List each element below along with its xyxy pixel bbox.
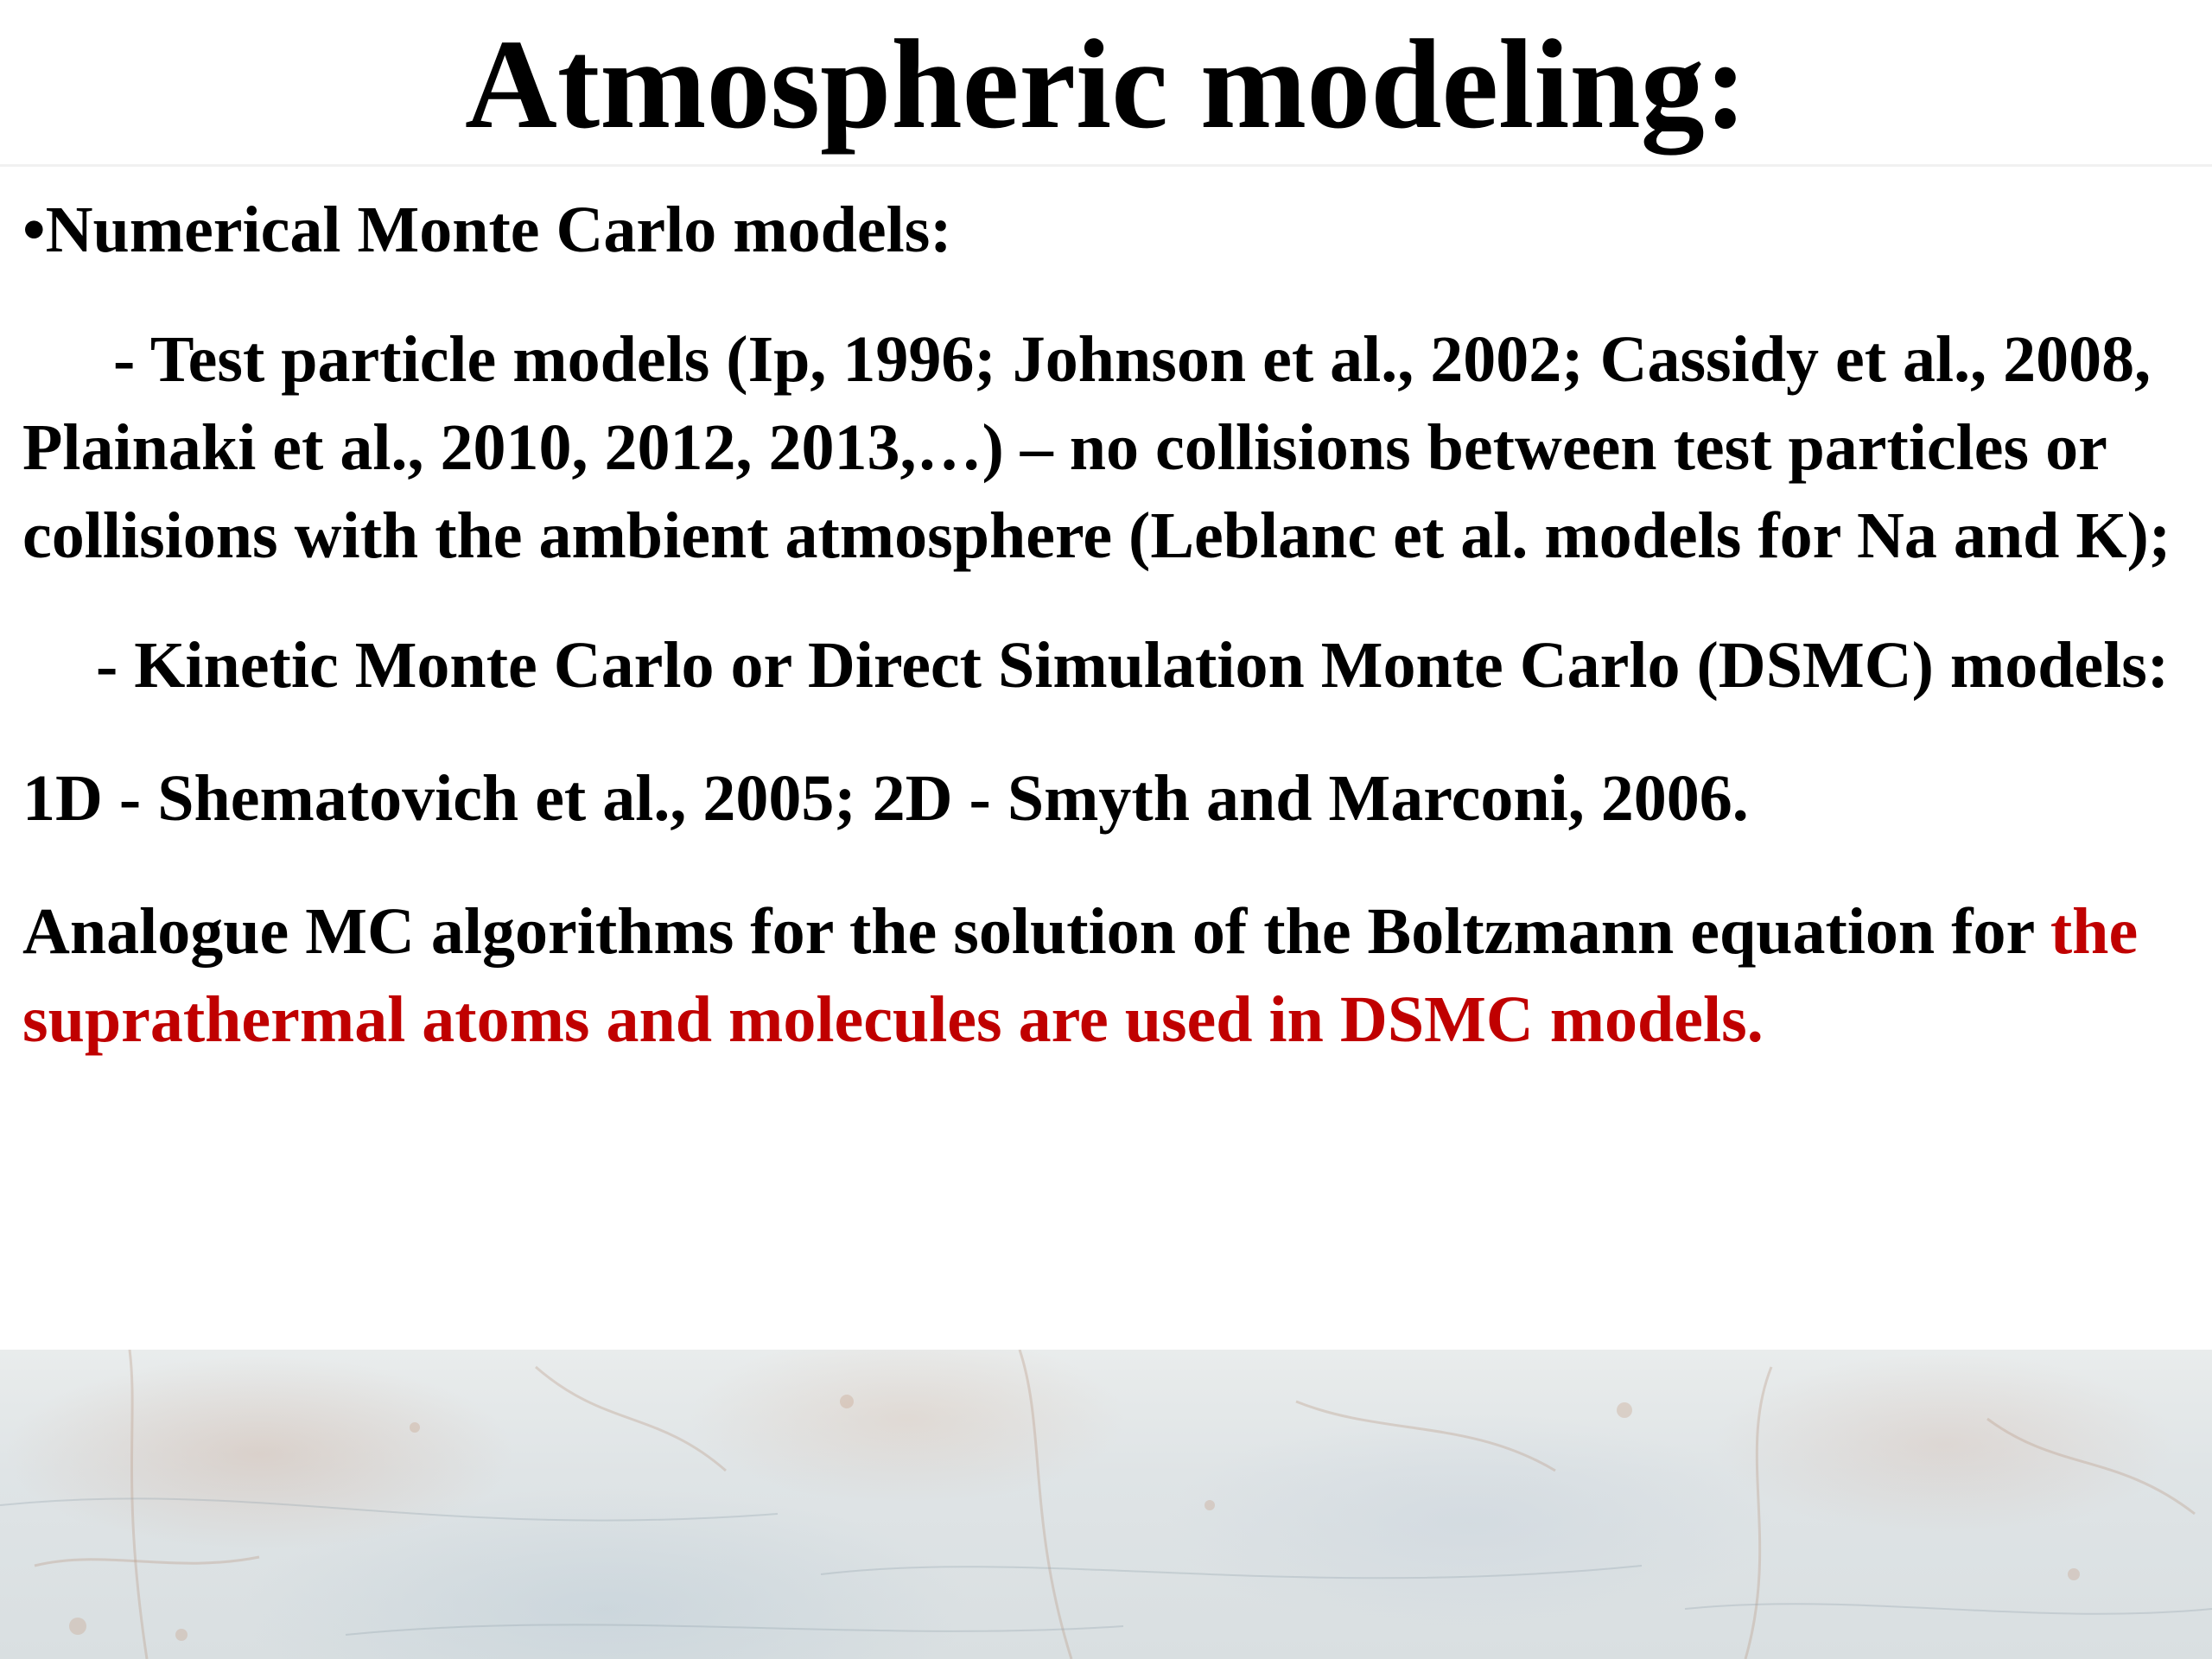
title-divider [0, 164, 2212, 167]
test-particle-text: - Test particle models (Ip, 1996; Johnson et al., 2002; Cassidy et al., 2008, Plainaki et al., 2010, 2012, 2013,…) – no collisions between test particles or collisions with the ambient atmosphere (Leblanc et al. models for Na and K); [22, 323, 2171, 572]
paragraph-references: 1D - Shematovich et al., 2005; 2D - Smyth and Marconi, 2006. [22, 762, 1749, 835]
paragraph-kinetic-dsmc [22, 621, 2183, 709]
slide-body [22, 186, 2183, 1064]
paragraph-analogue [22, 887, 2183, 1064]
analogue-text: Analogue MC algorithms for the solution of the Boltzmann equation for [22, 895, 2050, 968]
bullet-numerical-mc: •Numerical Monte Carlo models: [22, 194, 952, 266]
kinetic-text: - Kinetic Monte Carlo or Direct Simulation Monte Carlo (DSMC) models: [96, 629, 2170, 702]
analogue-highlight: the suprathermal atoms and molecules are used in DSMC models. [22, 895, 2139, 1056]
surface-texture-image [0, 1350, 2212, 1659]
surface-texture-svg [0, 1350, 2212, 1659]
slide-title: Atmospheric modeling: [465, 14, 1747, 156]
paragraph-test-particle [22, 315, 2183, 580]
